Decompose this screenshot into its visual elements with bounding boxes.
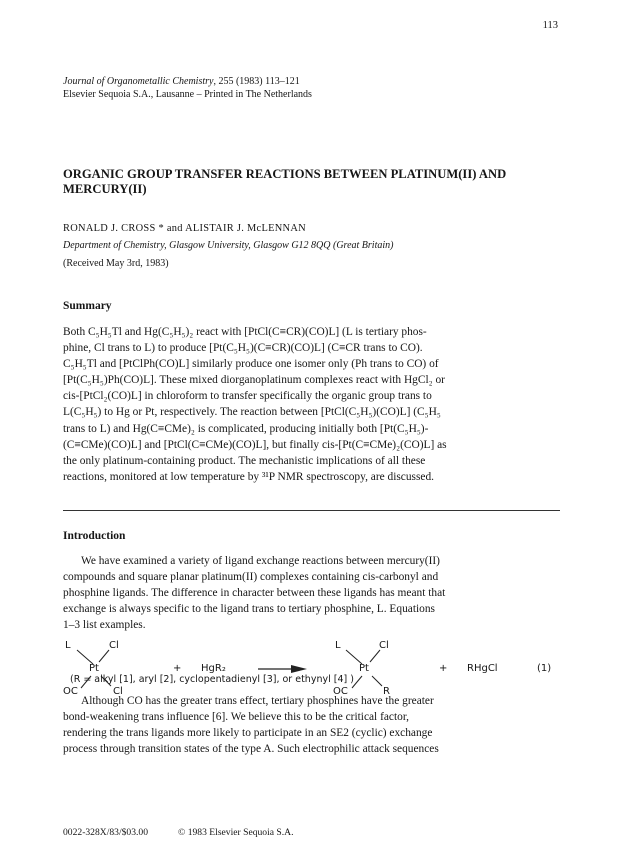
footer (63, 827, 294, 838)
intro-line: compounds and square planar platinum(II) complexes containing cis-carbonyl and (63, 571, 439, 584)
summary-line: [Pt(C₅H₅)Ph(CO)L]. These mixed diorganoplatinum complexes react with HgCl₂ or (63, 374, 445, 387)
summary-line: L(C₅H₅) to Hg or Pt, respectively. The reaction between [PtCl(C₅H₅)(CO)L] (C₅H₅ (63, 406, 441, 419)
eq-reactant-platinum: Pt (89, 663, 99, 674)
footer-copyright: © 1983 Elsevier Sequoia S.A. (178, 827, 294, 838)
eq-product-platinum: Pt (359, 663, 369, 674)
affiliation: Department of Chemistry, Glasgow University, Glasgow G12 8QQ (Great Britain) (63, 240, 394, 251)
intro-line: phosphine ligands. The difference in character between these ligands has meant that (63, 587, 446, 600)
eq-reactant-ligand-cl-top: Cl (109, 640, 119, 651)
journal-name: Journal of Organometallic Chemistry (63, 76, 214, 87)
paragraph-line: bond-weakening trans influence [6]. We believe this to be the critical factor, (63, 711, 410, 724)
intro-line: exchange is always specific to the ligand trans to tertiary phosphine, L. Equations (63, 603, 435, 616)
eq-product-ligand-l: L (335, 640, 341, 651)
eq-reagent: HgR₂ (201, 663, 226, 674)
introduction-paragraph (63, 553, 560, 633)
summary-line: the only platinum-containing product. The mechanistic implications of all these (63, 454, 426, 467)
eq-reactant-ligand-cl-bottom: Cl (113, 686, 123, 697)
received-date: (Received May 3rd, 1983) (63, 258, 169, 269)
eq-reactant-ligand-l: L (65, 640, 71, 651)
intro-line: We have examined a variety of ligand exchange reactions between mercury(II) (81, 555, 440, 567)
eq-plus-sign: + (439, 663, 448, 674)
reaction-arrow (258, 665, 307, 673)
eq-byproduct: RHgCl (467, 663, 498, 674)
eq-product-ligand-r: R (383, 686, 390, 697)
eq-number: (1) (537, 663, 552, 674)
journal-header (63, 75, 312, 101)
paragraph-line: process through transition states of the type A. Such electrophilic attack sequences (63, 743, 439, 756)
footer-code: 0022-328X/83/$03.00 (63, 827, 149, 838)
paragraph-line: Although CO has the greater trans effect, tertiary phosphines have the greater (81, 695, 434, 707)
summary-line: trans to L) and Hg(C≡CMe)₂ is complicated, producing initially both [Pt(C₅H₅)- (63, 422, 429, 435)
intro-line: 1–3 list examples. (63, 619, 146, 632)
section-divider (63, 510, 560, 511)
paragraph-line: rendering the trans ligands more likely to participate in an SE2 (cyclic) exchange (63, 727, 433, 740)
summary-paragraph (63, 324, 560, 485)
publisher-line: Elsevier Sequoia S.A., Lausanne – Printed in The Netherlands (63, 89, 312, 100)
equation-note: (R = alkyl [1], aryl [2], cyclopentadienyl [3], or ethynyl [4] ) (70, 674, 354, 685)
summary-heading: Summary (63, 300, 112, 312)
summary-line: C₅H₅Tl and [PtClPh(CO)L] similarly produce one isomer only (Ph trans to CO) of (63, 358, 439, 371)
eq-product-ligand-oc: OC (333, 686, 348, 697)
summary-line: phine, Cl trans to L) to produce [Pt(C₅H₅)(C≡CR)(CO)L] (C≡CR trans to CO). (63, 342, 423, 355)
article-title: ORGANIC GROUP TRANSFER REACTIONS BETWEEN PLATINUM(II) AND MERCURY(II) (63, 167, 507, 196)
summary-line: Both C₅H₅Tl and Hg(C₅H₅)₂ react with [PtCl(C≡CR)(CO)L] (L is tertiary phos- (63, 326, 427, 338)
trans-influence-paragraph (63, 693, 560, 757)
summary-line: cis-[PtCl₂(CO)L] in chloroform to transfer specifically the organic group trans to (63, 390, 432, 403)
page-number: 113 (542, 20, 558, 31)
authors: RONALD J. CROSS * and ALISTAIR J. McLENNAN (63, 223, 306, 234)
summary-line: (C≡CMe)(CO)L] and [PtCl(C≡CMe)(CO)L], but finally cis-[Pt(C≡CMe)₂(CO)L] as (63, 438, 447, 451)
eq-plus-sign: + (173, 663, 182, 674)
introduction-heading: Introduction (63, 530, 126, 542)
journal-citation: , 255 (1983) 113–121 (213, 76, 300, 87)
summary-line: reactions, monitored at low temperature by ³¹P NMR spectroscopy, are discussed. (63, 470, 435, 483)
eq-reactant-ligand-oc: OC (63, 686, 78, 697)
eq-product-ligand-cl: Cl (379, 640, 389, 651)
